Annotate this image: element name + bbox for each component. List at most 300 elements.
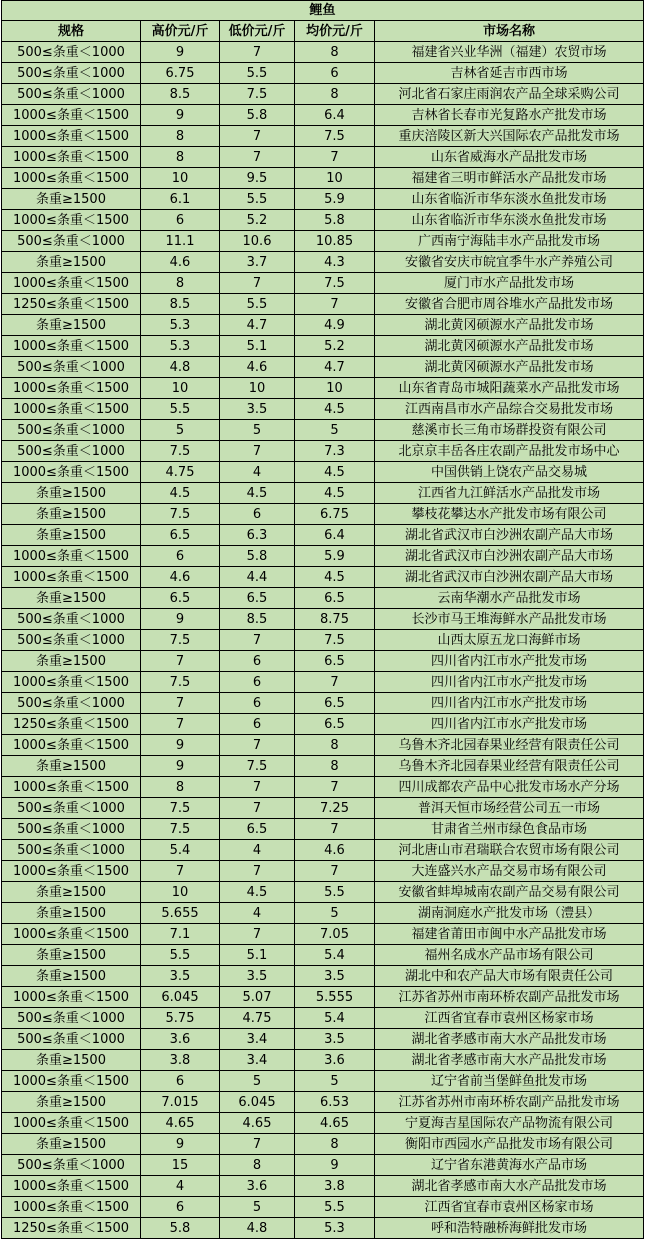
cell-avg-price: 7 bbox=[295, 147, 375, 168]
cell-low-price: 6 bbox=[220, 651, 295, 672]
table-row bbox=[2, 945, 644, 966]
cell-market-name: 吉林省长春市光复路水产批发市场 bbox=[375, 105, 644, 126]
cell-avg-price: 5.4 bbox=[295, 945, 375, 966]
cell-market-name: 福建省兴业华洲（福建）农贸市场 bbox=[375, 42, 644, 63]
cell-spec: 500≤条重＜1000 bbox=[2, 420, 141, 441]
cell-market-name: 慈溪市长三角市场群投资有限公司 bbox=[375, 420, 644, 441]
table-row bbox=[2, 84, 644, 105]
cell-avg-price: 4.65 bbox=[295, 1113, 375, 1134]
cell-low-price: 5.5 bbox=[220, 63, 295, 84]
cell-avg-price: 5.2 bbox=[295, 336, 375, 357]
cell-high-price: 4.5 bbox=[141, 483, 220, 504]
cell-market-name: 乌鲁木齐北园春果业经营有限责任公司 bbox=[375, 756, 644, 777]
cell-high-price: 15 bbox=[141, 1155, 220, 1176]
table-header-row bbox=[2, 21, 644, 42]
cell-market-name: 山东省威海水产品批发市场 bbox=[375, 147, 644, 168]
cell-low-price: 7 bbox=[220, 798, 295, 819]
cell-low-price: 5.8 bbox=[220, 105, 295, 126]
table-row bbox=[2, 294, 644, 315]
cell-high-price: 6.5 bbox=[141, 525, 220, 546]
table-title-row bbox=[2, 1, 644, 21]
cell-avg-price: 7.5 bbox=[295, 273, 375, 294]
cell-low-price: 4.65 bbox=[220, 1113, 295, 1134]
cell-high-price: 9 bbox=[141, 735, 220, 756]
table-row bbox=[2, 672, 644, 693]
cell-spec: 500≤条重＜1000 bbox=[2, 84, 141, 105]
table-row bbox=[2, 315, 644, 336]
cell-low-price: 7 bbox=[220, 1134, 295, 1155]
cell-market-name: 福建省三明市鲜活水产品批发市场 bbox=[375, 168, 644, 189]
table-row bbox=[2, 147, 644, 168]
cell-avg-price: 5.5 bbox=[295, 882, 375, 903]
cell-spec: 500≤条重＜1000 bbox=[2, 1155, 141, 1176]
cell-market-name: 湖北黄冈硕源水产品批发市场 bbox=[375, 336, 644, 357]
cell-spec: 1000≤条重＜1500 bbox=[2, 336, 141, 357]
cell-low-price: 5 bbox=[220, 1197, 295, 1218]
cell-high-price: 11.1 bbox=[141, 231, 220, 252]
cell-avg-price: 5.3 bbox=[295, 1218, 375, 1239]
cell-avg-price: 3.5 bbox=[295, 966, 375, 987]
cell-spec: 500≤条重＜1000 bbox=[2, 357, 141, 378]
cell-market-name: 湖南洞庭水产批发市场（澧县） bbox=[375, 903, 644, 924]
cell-low-price: 3.4 bbox=[220, 1029, 295, 1050]
cell-market-name: 湖北黄冈硕源水产品批发市场 bbox=[375, 357, 644, 378]
cell-spec: 条重≥1500 bbox=[2, 189, 141, 210]
cell-low-price: 7 bbox=[220, 273, 295, 294]
cell-high-price: 6 bbox=[141, 1071, 220, 1092]
cell-avg-price: 5 bbox=[295, 903, 375, 924]
cell-avg-price: 4.9 bbox=[295, 315, 375, 336]
table-row bbox=[2, 1092, 644, 1113]
cell-spec: 条重≥1500 bbox=[2, 525, 141, 546]
cell-market-name: 辽宁省前当堡鲜鱼批发市场 bbox=[375, 1071, 644, 1092]
cell-high-price: 7.5 bbox=[141, 441, 220, 462]
header-market-name: 市场名称 bbox=[375, 21, 644, 42]
cell-avg-price: 7.25 bbox=[295, 798, 375, 819]
table-row bbox=[2, 1029, 644, 1050]
cell-market-name: 衡阳市西园水产品批发市场有限公司 bbox=[375, 1134, 644, 1155]
cell-spec: 1250≤条重＜1500 bbox=[2, 1218, 141, 1239]
cell-high-price: 8 bbox=[141, 273, 220, 294]
cell-spec: 1000≤条重＜1500 bbox=[2, 399, 141, 420]
cell-avg-price: 4.7 bbox=[295, 357, 375, 378]
cell-high-price: 4.6 bbox=[141, 252, 220, 273]
table-row bbox=[2, 1050, 644, 1071]
table-row bbox=[2, 1176, 644, 1197]
cell-low-price: 7 bbox=[220, 42, 295, 63]
cell-low-price: 5.1 bbox=[220, 336, 295, 357]
cell-market-name: 普洱天恒市场经营公司五一市场 bbox=[375, 798, 644, 819]
cell-avg-price: 9 bbox=[295, 1155, 375, 1176]
cell-low-price: 10 bbox=[220, 378, 295, 399]
cell-low-price: 6 bbox=[220, 672, 295, 693]
cell-high-price: 7.5 bbox=[141, 672, 220, 693]
cell-low-price: 4.75 bbox=[220, 1008, 295, 1029]
cell-low-price: 7 bbox=[220, 126, 295, 147]
cell-market-name: 湖北省孝感市南大水产品批发市场 bbox=[375, 1176, 644, 1197]
cell-avg-price: 4.3 bbox=[295, 252, 375, 273]
cell-high-price: 4 bbox=[141, 1176, 220, 1197]
cell-avg-price: 7 bbox=[295, 819, 375, 840]
cell-avg-price: 3.6 bbox=[295, 1050, 375, 1071]
cell-avg-price: 6.4 bbox=[295, 105, 375, 126]
table-row bbox=[2, 693, 644, 714]
cell-avg-price: 5.9 bbox=[295, 189, 375, 210]
cell-high-price: 9 bbox=[141, 1134, 220, 1155]
cell-market-name: 湖北黄冈硕源水产品批发市场 bbox=[375, 315, 644, 336]
table-row bbox=[2, 1218, 644, 1239]
cell-low-price: 6.5 bbox=[220, 588, 295, 609]
cell-spec: 条重≥1500 bbox=[2, 903, 141, 924]
cell-avg-price: 6 bbox=[295, 63, 375, 84]
cell-high-price: 6 bbox=[141, 210, 220, 231]
cell-low-price: 7 bbox=[220, 147, 295, 168]
cell-avg-price: 6.75 bbox=[295, 504, 375, 525]
cell-avg-price: 10.85 bbox=[295, 231, 375, 252]
cell-market-name: 四川省内江市水产批发市场 bbox=[375, 693, 644, 714]
cell-spec: 1000≤条重＜1500 bbox=[2, 462, 141, 483]
cell-spec: 500≤条重＜1000 bbox=[2, 609, 141, 630]
cell-market-name: 江苏省苏州市南环桥农副产品批发市场 bbox=[375, 987, 644, 1008]
cell-low-price: 4 bbox=[220, 903, 295, 924]
cell-low-price: 7 bbox=[220, 441, 295, 462]
cell-low-price: 3.7 bbox=[220, 252, 295, 273]
cell-spec: 1000≤条重＜1500 bbox=[2, 1071, 141, 1092]
cell-low-price: 9.5 bbox=[220, 168, 295, 189]
cell-spec: 500≤条重＜1000 bbox=[2, 63, 141, 84]
cell-market-name: 吉林省延吉市西市场 bbox=[375, 63, 644, 84]
table-row bbox=[2, 1134, 644, 1155]
cell-low-price: 7.5 bbox=[220, 756, 295, 777]
table-row bbox=[2, 756, 644, 777]
cell-low-price: 3.5 bbox=[220, 399, 295, 420]
cell-market-name: 湖北省孝感市南大水产品批发市场 bbox=[375, 1029, 644, 1050]
cell-high-price: 5.3 bbox=[141, 336, 220, 357]
cell-avg-price: 7.3 bbox=[295, 441, 375, 462]
cell-high-price: 6 bbox=[141, 1197, 220, 1218]
cell-avg-price: 8.75 bbox=[295, 609, 375, 630]
cell-high-price: 3.6 bbox=[141, 1029, 220, 1050]
table-row bbox=[2, 630, 644, 651]
cell-market-name: 湖北省武汉市白沙洲农副产品大市场 bbox=[375, 567, 644, 588]
table-row bbox=[2, 882, 644, 903]
cell-spec: 1000≤条重＜1500 bbox=[2, 924, 141, 945]
cell-spec: 1000≤条重＜1500 bbox=[2, 147, 141, 168]
cell-spec: 1250≤条重＜1500 bbox=[2, 714, 141, 735]
table-row bbox=[2, 798, 644, 819]
cell-high-price: 9 bbox=[141, 609, 220, 630]
table-row bbox=[2, 567, 644, 588]
cell-high-price: 3.5 bbox=[141, 966, 220, 987]
table-row bbox=[2, 483, 644, 504]
table-row bbox=[2, 441, 644, 462]
cell-spec: 500≤条重＜1000 bbox=[2, 441, 141, 462]
cell-high-price: 4.8 bbox=[141, 357, 220, 378]
cell-avg-price: 10 bbox=[295, 378, 375, 399]
cell-low-price: 5.5 bbox=[220, 189, 295, 210]
table-row bbox=[2, 1071, 644, 1092]
cell-spec: 1000≤条重＜1500 bbox=[2, 1113, 141, 1134]
table-row bbox=[2, 462, 644, 483]
cell-market-name: 攀枝花攀达水产批发市场有限公司 bbox=[375, 504, 644, 525]
cell-spec: 1000≤条重＜1500 bbox=[2, 210, 141, 231]
cell-spec: 条重≥1500 bbox=[2, 483, 141, 504]
cell-spec: 条重≥1500 bbox=[2, 756, 141, 777]
table-row bbox=[2, 777, 644, 798]
cell-spec: 条重≥1500 bbox=[2, 882, 141, 903]
cell-market-name: 宁夏海吉星国际农产品物流有限公司 bbox=[375, 1113, 644, 1134]
cell-low-price: 7 bbox=[220, 735, 295, 756]
cell-low-price: 4.5 bbox=[220, 882, 295, 903]
cell-avg-price: 8 bbox=[295, 756, 375, 777]
cell-high-price: 7 bbox=[141, 651, 220, 672]
table-row bbox=[2, 546, 644, 567]
cell-spec: 1000≤条重＜1500 bbox=[2, 567, 141, 588]
cell-high-price: 9 bbox=[141, 105, 220, 126]
cell-high-price: 7.1 bbox=[141, 924, 220, 945]
cell-spec: 1250≤条重＜1500 bbox=[2, 294, 141, 315]
cell-low-price: 4.7 bbox=[220, 315, 295, 336]
cell-market-name: 四川省内江市水产批发市场 bbox=[375, 714, 644, 735]
cell-avg-price: 6.5 bbox=[295, 693, 375, 714]
cell-avg-price: 5.5 bbox=[295, 1197, 375, 1218]
cell-low-price: 6.5 bbox=[220, 819, 295, 840]
cell-spec: 1000≤条重＜1500 bbox=[2, 546, 141, 567]
cell-spec: 条重≥1500 bbox=[2, 504, 141, 525]
cell-spec: 1000≤条重＜1500 bbox=[2, 273, 141, 294]
header-low-price: 低价元/斤 bbox=[220, 21, 295, 42]
cell-high-price: 4.75 bbox=[141, 462, 220, 483]
cell-low-price: 4 bbox=[220, 840, 295, 861]
cell-avg-price: 4.6 bbox=[295, 840, 375, 861]
cell-market-name: 福州名成水产品市场有限公司 bbox=[375, 945, 644, 966]
cell-avg-price: 3.5 bbox=[295, 1029, 375, 1050]
cell-spec: 500≤条重＜1000 bbox=[2, 42, 141, 63]
cell-high-price: 7.5 bbox=[141, 504, 220, 525]
table-row bbox=[2, 357, 644, 378]
cell-high-price: 8 bbox=[141, 777, 220, 798]
cell-market-name: 四川省内江市水产批发市场 bbox=[375, 651, 644, 672]
cell-avg-price: 7.5 bbox=[295, 126, 375, 147]
cell-low-price: 4.5 bbox=[220, 483, 295, 504]
cell-high-price: 6.5 bbox=[141, 588, 220, 609]
table-row bbox=[2, 609, 644, 630]
cell-high-price: 5.4 bbox=[141, 840, 220, 861]
cell-market-name: 辽宁省东港黄海水产品市场 bbox=[375, 1155, 644, 1176]
table-row bbox=[2, 840, 644, 861]
cell-avg-price: 5 bbox=[295, 420, 375, 441]
cell-spec: 条重≥1500 bbox=[2, 945, 141, 966]
table-row bbox=[2, 63, 644, 84]
cell-avg-price: 4.5 bbox=[295, 399, 375, 420]
cell-low-price: 6.3 bbox=[220, 525, 295, 546]
cell-low-price: 8 bbox=[220, 1155, 295, 1176]
cell-low-price: 5.8 bbox=[220, 546, 295, 567]
table-row bbox=[2, 1155, 644, 1176]
cell-market-name: 山西太原五龙口海鲜市场 bbox=[375, 630, 644, 651]
cell-avg-price: 6.5 bbox=[295, 714, 375, 735]
cell-low-price: 7 bbox=[220, 861, 295, 882]
cell-high-price: 8.5 bbox=[141, 294, 220, 315]
header-spec: 规格 bbox=[2, 21, 141, 42]
cell-high-price: 7 bbox=[141, 714, 220, 735]
cell-low-price: 5.5 bbox=[220, 294, 295, 315]
cell-market-name: 广西南宁海陆丰水产品批发市场 bbox=[375, 231, 644, 252]
cell-high-price: 5.655 bbox=[141, 903, 220, 924]
cell-low-price: 8.5 bbox=[220, 609, 295, 630]
cell-low-price: 5 bbox=[220, 420, 295, 441]
cell-high-price: 6 bbox=[141, 546, 220, 567]
cell-market-name: 长沙市马王堆海鲜水产品批发市场 bbox=[375, 609, 644, 630]
cell-market-name: 安徽省合肥市周谷堆水产品批发市场 bbox=[375, 294, 644, 315]
cell-spec: 条重≥1500 bbox=[2, 1092, 141, 1113]
cell-avg-price: 7.5 bbox=[295, 630, 375, 651]
cell-high-price: 7 bbox=[141, 861, 220, 882]
cell-spec: 1000≤条重＜1500 bbox=[2, 378, 141, 399]
table-row bbox=[2, 651, 644, 672]
cell-market-name: 湖北省孝感市南大水产品批发市场 bbox=[375, 1050, 644, 1071]
cell-high-price: 4.6 bbox=[141, 567, 220, 588]
cell-market-name: 江西省宜春市袁州区杨家市场 bbox=[375, 1008, 644, 1029]
table-row bbox=[2, 903, 644, 924]
cell-avg-price: 7 bbox=[295, 861, 375, 882]
cell-high-price: 8 bbox=[141, 147, 220, 168]
cell-spec: 条重≥1500 bbox=[2, 1134, 141, 1155]
cell-high-price: 10 bbox=[141, 378, 220, 399]
cell-avg-price: 5.4 bbox=[295, 1008, 375, 1029]
cell-spec: 500≤条重＜1000 bbox=[2, 630, 141, 651]
cell-spec: 条重≥1500 bbox=[2, 651, 141, 672]
cell-avg-price: 8 bbox=[295, 84, 375, 105]
cell-high-price: 7.015 bbox=[141, 1092, 220, 1113]
cell-spec: 1000≤条重＜1500 bbox=[2, 672, 141, 693]
cell-low-price: 7 bbox=[220, 777, 295, 798]
cell-market-name: 河北省石家庄雨润农产品全球采购公司 bbox=[375, 84, 644, 105]
cell-avg-price: 7.05 bbox=[295, 924, 375, 945]
cell-high-price: 7.5 bbox=[141, 630, 220, 651]
cell-spec: 条重≥1500 bbox=[2, 315, 141, 336]
cell-high-price: 4.65 bbox=[141, 1113, 220, 1134]
cell-market-name: 江西省九江鲜活水产品批发市场 bbox=[375, 483, 644, 504]
cell-spec: 1000≤条重＜1500 bbox=[2, 735, 141, 756]
cell-spec: 条重≥1500 bbox=[2, 966, 141, 987]
cell-avg-price: 8 bbox=[295, 1134, 375, 1155]
cell-high-price: 10 bbox=[141, 882, 220, 903]
cell-spec: 500≤条重＜1000 bbox=[2, 1008, 141, 1029]
table-row bbox=[2, 210, 644, 231]
cell-low-price: 6 bbox=[220, 504, 295, 525]
cell-market-name: 大连盛兴水产品交易市场有限公司 bbox=[375, 861, 644, 882]
cell-avg-price: 7 bbox=[295, 777, 375, 798]
cell-high-price: 6.1 bbox=[141, 189, 220, 210]
cell-avg-price: 5 bbox=[295, 1071, 375, 1092]
price-table bbox=[1, 0, 644, 1239]
cell-market-name: 甘肃省兰州市绿色食品市场 bbox=[375, 819, 644, 840]
cell-avg-price: 4.5 bbox=[295, 462, 375, 483]
cell-high-price: 6.045 bbox=[141, 987, 220, 1008]
cell-low-price: 7.5 bbox=[220, 84, 295, 105]
cell-market-name: 江西南昌市水产品综合交易批发市场 bbox=[375, 399, 644, 420]
cell-market-name: 山东省临沂市华东淡水鱼批发市场 bbox=[375, 210, 644, 231]
cell-high-price: 7.5 bbox=[141, 819, 220, 840]
cell-low-price: 4.4 bbox=[220, 567, 295, 588]
table-row bbox=[2, 1113, 644, 1134]
cell-avg-price: 8 bbox=[295, 735, 375, 756]
table-row bbox=[2, 714, 644, 735]
table-row bbox=[2, 588, 644, 609]
table-row bbox=[2, 168, 644, 189]
cell-spec: 1000≤条重＜1500 bbox=[2, 126, 141, 147]
cell-high-price: 5.5 bbox=[141, 399, 220, 420]
cell-high-price: 5.3 bbox=[141, 315, 220, 336]
cell-spec: 1000≤条重＜1500 bbox=[2, 105, 141, 126]
cell-market-name: 江西省宜春市袁州区杨家市场 bbox=[375, 1197, 644, 1218]
cell-spec: 500≤条重＜1000 bbox=[2, 693, 141, 714]
cell-low-price: 6 bbox=[220, 693, 295, 714]
table-row bbox=[2, 231, 644, 252]
cell-low-price: 7 bbox=[220, 630, 295, 651]
table-row bbox=[2, 924, 644, 945]
cell-low-price: 5.1 bbox=[220, 945, 295, 966]
cell-market-name: 湖北中和农产品大市场有限责任公司 bbox=[375, 966, 644, 987]
table-row bbox=[2, 504, 644, 525]
cell-low-price: 7 bbox=[220, 924, 295, 945]
cell-high-price: 9 bbox=[141, 42, 220, 63]
cell-market-name: 山东省临沂市华东淡水鱼批发市场 bbox=[375, 189, 644, 210]
cell-avg-price: 7 bbox=[295, 672, 375, 693]
cell-spec: 500≤条重＜1000 bbox=[2, 231, 141, 252]
table-row bbox=[2, 252, 644, 273]
cell-spec: 1000≤条重＜1500 bbox=[2, 168, 141, 189]
cell-market-name: 四川省内江市水产批发市场 bbox=[375, 672, 644, 693]
cell-high-price: 5 bbox=[141, 420, 220, 441]
cell-high-price: 9 bbox=[141, 756, 220, 777]
cell-avg-price: 7 bbox=[295, 294, 375, 315]
cell-low-price: 3.6 bbox=[220, 1176, 295, 1197]
cell-spec: 1000≤条重＜1500 bbox=[2, 777, 141, 798]
cell-high-price: 6.75 bbox=[141, 63, 220, 84]
cell-high-price: 5.5 bbox=[141, 945, 220, 966]
table-title: 鲤鱼 bbox=[2, 1, 644, 21]
cell-avg-price: 5.555 bbox=[295, 987, 375, 1008]
cell-spec: 500≤条重＜1000 bbox=[2, 798, 141, 819]
cell-low-price: 3.5 bbox=[220, 966, 295, 987]
cell-market-name: 安徽省安庆市皖宜季牛水产养殖公司 bbox=[375, 252, 644, 273]
cell-market-name: 安徽省蚌埠城南农副产品交易有限公司 bbox=[375, 882, 644, 903]
cell-low-price: 5 bbox=[220, 1071, 295, 1092]
cell-spec: 1000≤条重＜1500 bbox=[2, 861, 141, 882]
table-row bbox=[2, 819, 644, 840]
cell-avg-price: 3.8 bbox=[295, 1176, 375, 1197]
cell-avg-price: 10 bbox=[295, 168, 375, 189]
cell-market-name: 江苏省苏州市南环桥农副产品批发市场 bbox=[375, 1092, 644, 1113]
cell-market-name: 乌鲁木齐北园春果业经营有限责任公司 bbox=[375, 735, 644, 756]
table-row bbox=[2, 1197, 644, 1218]
cell-low-price: 6 bbox=[220, 714, 295, 735]
table-row bbox=[2, 525, 644, 546]
cell-avg-price: 6.5 bbox=[295, 651, 375, 672]
cell-spec: 条重≥1500 bbox=[2, 252, 141, 273]
cell-avg-price: 4.5 bbox=[295, 567, 375, 588]
table-row bbox=[2, 735, 644, 756]
table-row bbox=[2, 987, 644, 1008]
cell-high-price: 7 bbox=[141, 693, 220, 714]
cell-high-price: 10 bbox=[141, 168, 220, 189]
cell-market-name: 湖北省武汉市白沙洲农副产品大市场 bbox=[375, 525, 644, 546]
table-row bbox=[2, 420, 644, 441]
header-high-price: 高价元/斤 bbox=[141, 21, 220, 42]
table-row bbox=[2, 126, 644, 147]
